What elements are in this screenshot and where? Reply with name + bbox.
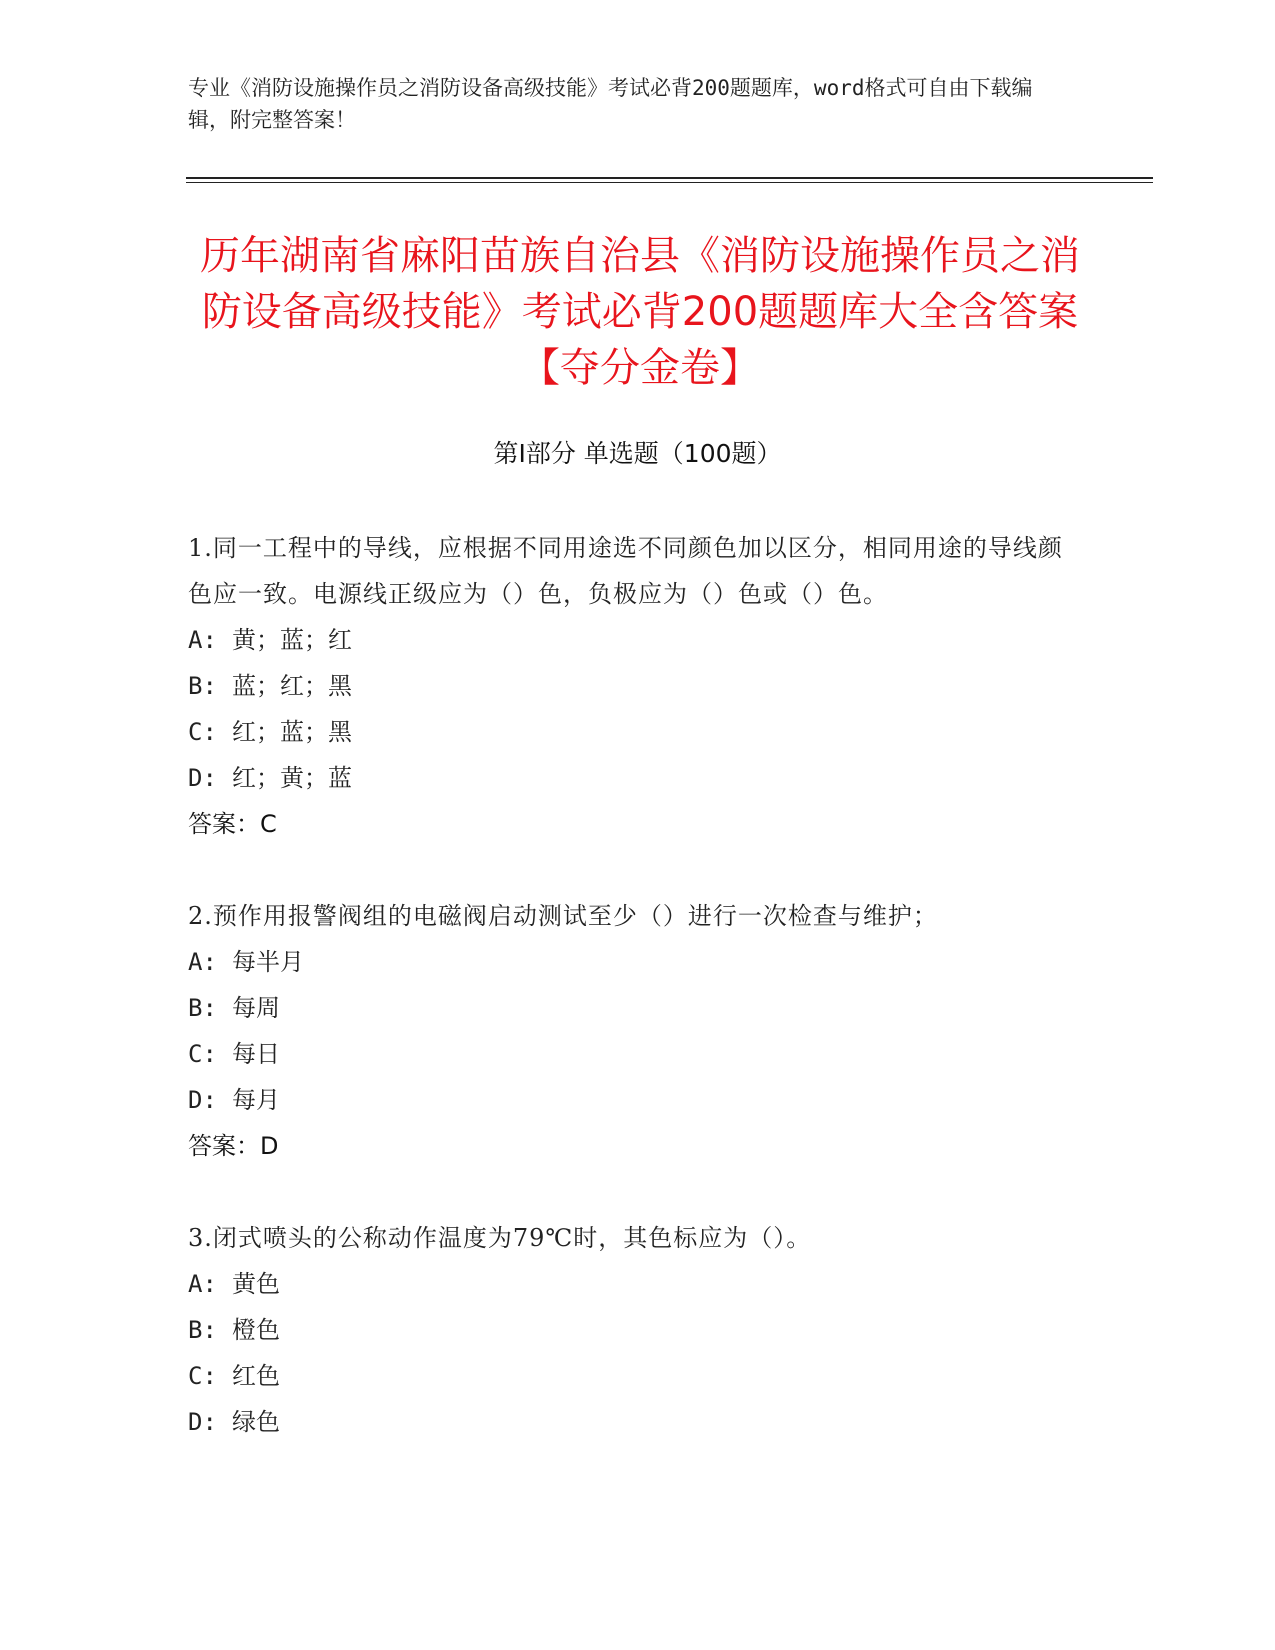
option-d	[188, 755, 1068, 801]
option-label: D:	[188, 1086, 217, 1114]
option-label: D:	[188, 764, 217, 792]
option-text: 蓝；红；黑	[232, 672, 352, 700]
question-2	[188, 893, 1068, 1169]
option-text: 橙色	[232, 1316, 280, 1344]
option-label: A:	[188, 626, 217, 654]
question-1	[188, 525, 1068, 847]
option-text: 每日	[232, 1040, 280, 1068]
option-d	[188, 1077, 1068, 1123]
header-rule-thin	[186, 182, 1153, 183]
option-c	[188, 709, 1068, 755]
option-text: 红；蓝；黑	[232, 718, 352, 746]
option-label: B:	[188, 1316, 217, 1344]
option-d	[188, 1399, 1068, 1445]
option-text: 每周	[232, 994, 280, 1022]
question-list	[188, 525, 1068, 1491]
option-label: A:	[188, 948, 217, 976]
option-b	[188, 663, 1068, 709]
option-label: B:	[188, 672, 217, 700]
question-stem: 2.预作用报警阀组的电磁阀启动测试至少（）进行一次检查与维护；	[188, 902, 938, 930]
header-note: 专业《消防设施操作员之消防设备高级技能》考试必背200题题库，word格式可自由下载编辑，附完整答案！	[188, 76, 1033, 132]
question-3	[188, 1215, 1068, 1445]
answer-line: 答案：D	[188, 1132, 279, 1160]
option-a	[188, 939, 1068, 985]
option-label: C:	[188, 718, 217, 746]
option-label: C:	[188, 1362, 217, 1390]
option-text: 黄色	[232, 1270, 280, 1298]
option-label: D:	[188, 1408, 217, 1436]
option-text: 红色	[232, 1362, 280, 1390]
option-label: C:	[188, 1040, 217, 1068]
option-text: 每半月	[232, 948, 304, 976]
option-label: B:	[188, 994, 217, 1022]
answer-line: 答案：C	[188, 810, 277, 838]
option-c	[188, 1353, 1068, 1399]
question-stem: 1.同一工程中的导线，应根据不同用途选不同颜色加以区分，相同用途的导线颜色应一致。电源线正级应为（）色，负极应为（）色或（）色。	[188, 534, 1063, 608]
question-stem: 3.闭式喷头的公称动作温度为79℃时，其色标应为（）。	[188, 1224, 812, 1252]
option-text: 绿色	[232, 1408, 280, 1436]
option-b	[188, 985, 1068, 1031]
option-text: 红；黄；蓝	[232, 764, 352, 792]
option-a	[188, 1261, 1068, 1307]
document-title: 历年湖南省麻阳苗族自治县《消防设施操作员之消防设备高级技能》考试必背200题题库大全含答案【夺分金卷】	[200, 233, 1080, 391]
option-a	[188, 617, 1068, 663]
option-text: 每月	[232, 1086, 280, 1114]
option-c	[188, 1031, 1068, 1077]
option-b	[188, 1307, 1068, 1353]
section-heading: 第Ⅰ部分 单选题（100题）	[493, 439, 782, 468]
option-text: 黄；蓝；红	[232, 626, 352, 654]
header-rule-thick	[186, 177, 1153, 179]
option-label: A:	[188, 1270, 217, 1298]
